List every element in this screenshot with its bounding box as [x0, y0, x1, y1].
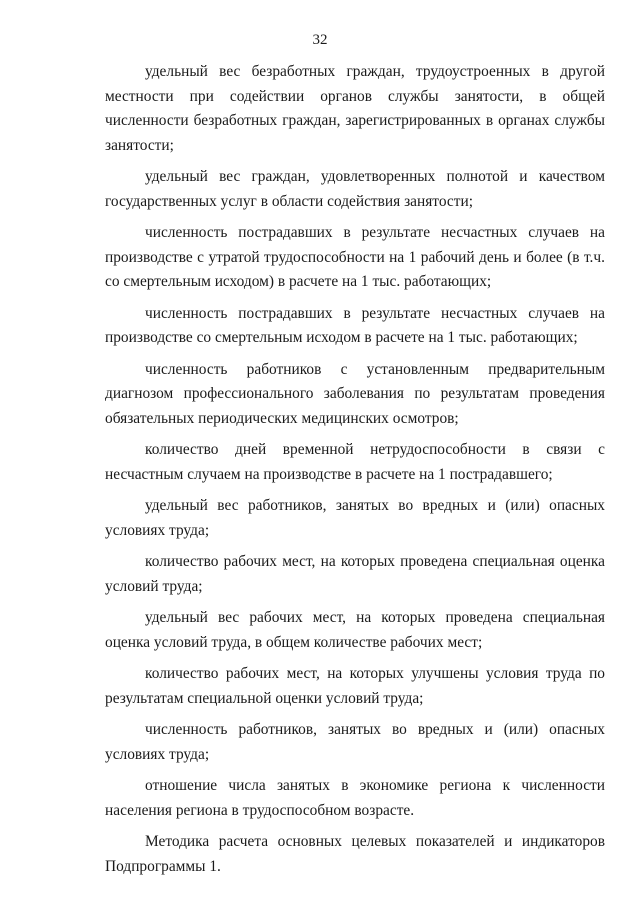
- paragraph: отношение числа занятых в экономике региона к численности населения региона в трудоспособном возрасте.: [105, 777, 605, 819]
- document-body: [105, 60, 605, 886]
- paragraph: удельный вес граждан, удовлетворенных полнотой и качеством государственных услуг в области содействия занятости;: [105, 168, 605, 210]
- paragraph: численность пострадавших в результате несчастных случаев на производстве со смертельным исходом в расчете на 1 тыс. работающих;: [105, 304, 605, 346]
- page-number: 32: [312, 32, 328, 48]
- paragraph: численность работников, занятых во вредных и (или) опасных условиях труда;: [105, 721, 605, 763]
- paragraph: удельный вес безработных граждан, трудоустроенных в другой местности при содействии органов службы занятости, в общей численности безработных граждан, зарегистрированных в органах службы занятости;: [105, 63, 605, 154]
- paragraph: удельный вес работников, занятых во вредных и (или) опасных условиях труда;: [105, 497, 605, 539]
- paragraph: количество дней временной нетрудоспособности в связи с несчастным случаем на производстве в расчете на 1 пострадавшего;: [105, 441, 605, 483]
- paragraph: численность пострадавших в результате несчастных случаев на производстве с утратой трудоспособности на 1 рабочий день и более (в т.ч. со смертельным исходом) в расчете на 1 тыс. работающих;: [105, 224, 605, 290]
- paragraph: количество рабочих мест, на которых улучшены условия труда по результатам специальной оценки условий труда;: [105, 665, 605, 707]
- paragraph: удельный вес рабочих мест, на которых проведена специальная оценка условий труда, в общем количестве рабочих мест;: [105, 609, 605, 651]
- paragraph: количество рабочих мест, на которых проведена специальная оценка условий труда;: [105, 553, 605, 595]
- paragraph: Методика расчета основных целевых показателей и индикаторов Подпрограммы 1.: [105, 833, 605, 875]
- paragraph: численность работников с установленным предварительным диагнозом профессионального заболевания по результатам проведения обязательных периодических медицинских осмотров;: [105, 360, 605, 427]
